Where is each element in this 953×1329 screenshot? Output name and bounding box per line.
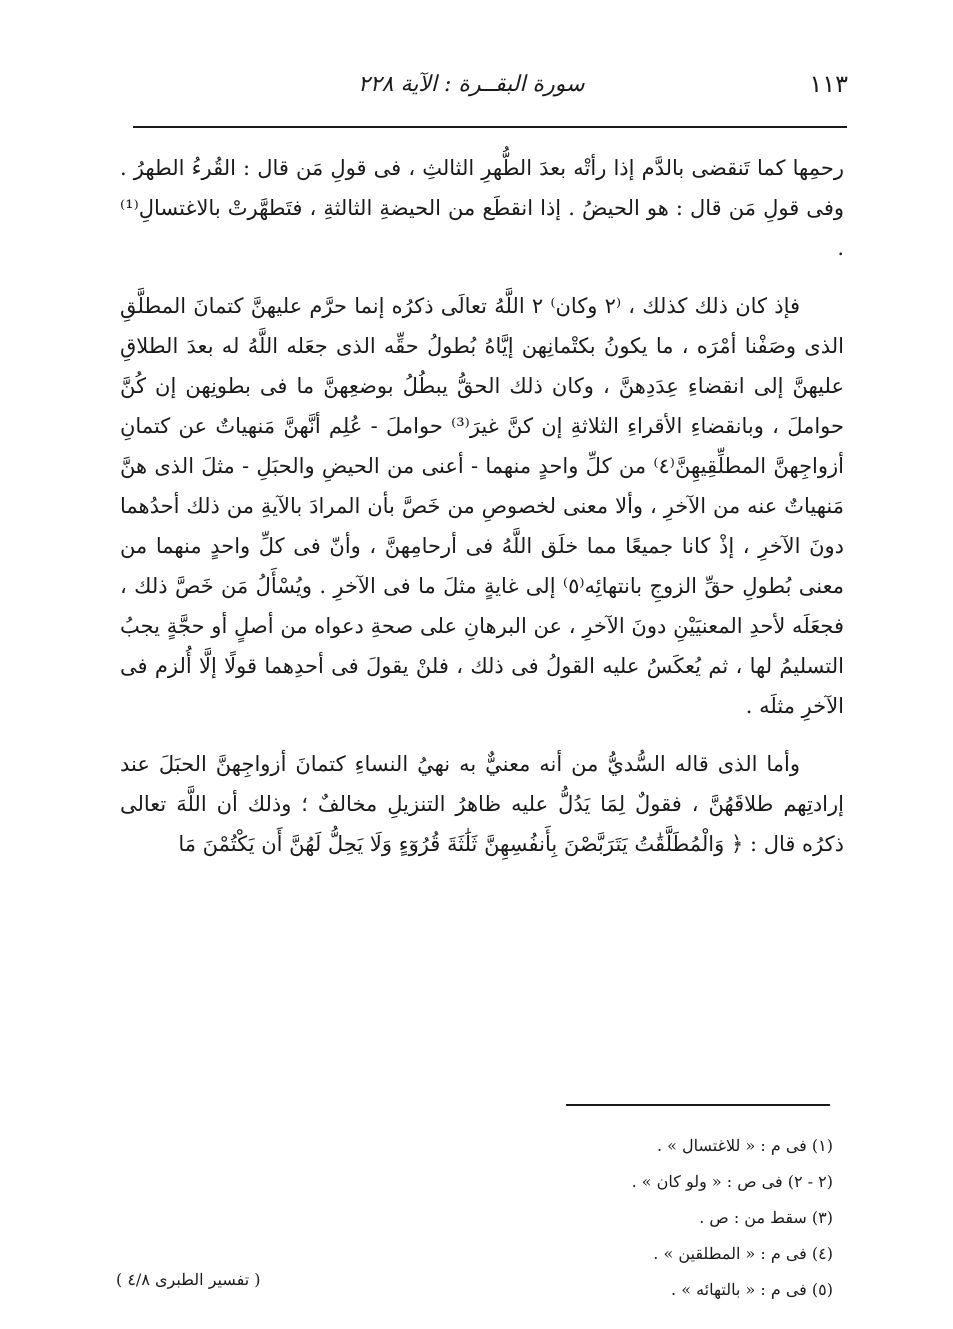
running-title: سورة البقــرة : الآية ٢٢٨	[358, 72, 585, 97]
footnote-rule	[566, 1104, 830, 1106]
footnotes	[333, 1128, 833, 1308]
paragraph-3: وأما الذى قاله السُّديُّ من أنه معنيٌّ به نهيُ النساءِ كتمانَ أزواجِهنَّ الحبَلَ عند إرادتِهم طلاقَهُنَّ ، فقولٌ لِمَا يَدُلُّ عليه ظاهرُ التنزيلِ مخالفٌ ؛ وذلك أن اللَّهَ تعالى ذكرُه قال : ﴿ وَالْمُطَلَّقَٰتُ يَتَرَبَّصْنَ بِأَنفُسِهِنَّ ثَلَٰثَةَ قُرُوٓءٍ وَلَا يَحِلُّ لَهُنَّ أَن يَكْتُمْنَ مَا	[120, 752, 844, 856]
footnote-4: (٤) فى م : « المطلقين » .	[653, 1244, 833, 1263]
footnote-1: (١) فى م : « للاغتسال » .	[656, 1136, 833, 1155]
body-text	[120, 148, 844, 882]
page-header	[128, 62, 848, 116]
footnote-5: (٥) فى م : « بالتهائه » .	[671, 1280, 833, 1299]
volume-mark: ( تفسير الطبرى ٤/٨ )	[116, 1270, 261, 1289]
footnote-2: (٢ - ٢) فى ص : « ولو كان » .	[631, 1172, 833, 1191]
footnote-3: (٣) سقط من : ص .	[699, 1208, 833, 1227]
paragraph-1: رحمِها كما تَنقضى بالدَّم إذا رأتْه بعدَ الطُّهرِ الثالثِ ، فى قولِ مَن قال : القُرءُ الطهرُ . وفى قولِ مَن قال : هو الحيضُ . إذا انقطَع من الحيضةِ الثالثةِ ، فتَطهَّرتْ بالاغتسالِ⁽¹⁾ .	[120, 156, 844, 260]
page-number: ١١٣	[809, 70, 848, 98]
header-rule	[133, 126, 847, 128]
paragraph-2: فإذ كان ذلك كذلك ، ⁽٢ وكان⁾ ٢ اللَّهُ تعالَى ذكرُه إنما حرَّم عليهنَّ كتمانَ المطلَّقِ الذى وصَفْنا أمْرَه ، ما يكونُ بكتْمانِهن إيَّاهُ بُطولُ حقِّه الذى جعَله اللَّهُ له بعدَ الطلاقِ عليهنَّ إلى انقضاءِ عِدَدِهنَّ ، وكان ذلك الحقُّ يبطُلُ بوضعِهنَّ ما فى بطونِهن إن كُنَّ حواملَ ، وبانقضاءِ الأقراءِ الثلاثةِ إن كنَّ غيرَ⁽³⁾ حواملَ - عُلِم أنَّهنَّ مَنهياتٌ عن كتمانِ أزواجِهنَّ المطلِّقِيهِنَّ⁽٤⁾ من كلِّ واحدٍ منهما - أعنى من الحيضِ والحبَلِ - مثلَ الذى هنَّ مَنهياتٌ عنه من الآخرِ ، وألا معنى لخصوصِ من خَصَّ بأن المرادَ بالآيةِ من ذلك أحدُهما دونَ الآخرِ ، إذْ كانا جميعًا مما خلَق اللَّهُ فى أرحامِهنَّ ، وأنّ فى كلِّ واحدٍ منهما من معنى بُطولِ حقِّ الزوجِ بانتهائِه⁽٥⁾ إلى غايةٍ مثلَ ما فى الآخرِ . ويُسْأَلُ مَن خَصَّ ذلك ، فجعَلَه لأحدِ المعنيَيْنِ دونَ الآخرِ ، عن البرهانِ على صحةِ دعواه من أصلٍ أو حجَّةٍ يجبُ التسليمُ لها ، ثم يُعكَسُ عليه القولُ فى ذلك ، فلنْ يقولَ فى أحدِهما قولًا إلَّا أُلزم فى الآخرِ مثلَه .	[120, 294, 845, 718]
